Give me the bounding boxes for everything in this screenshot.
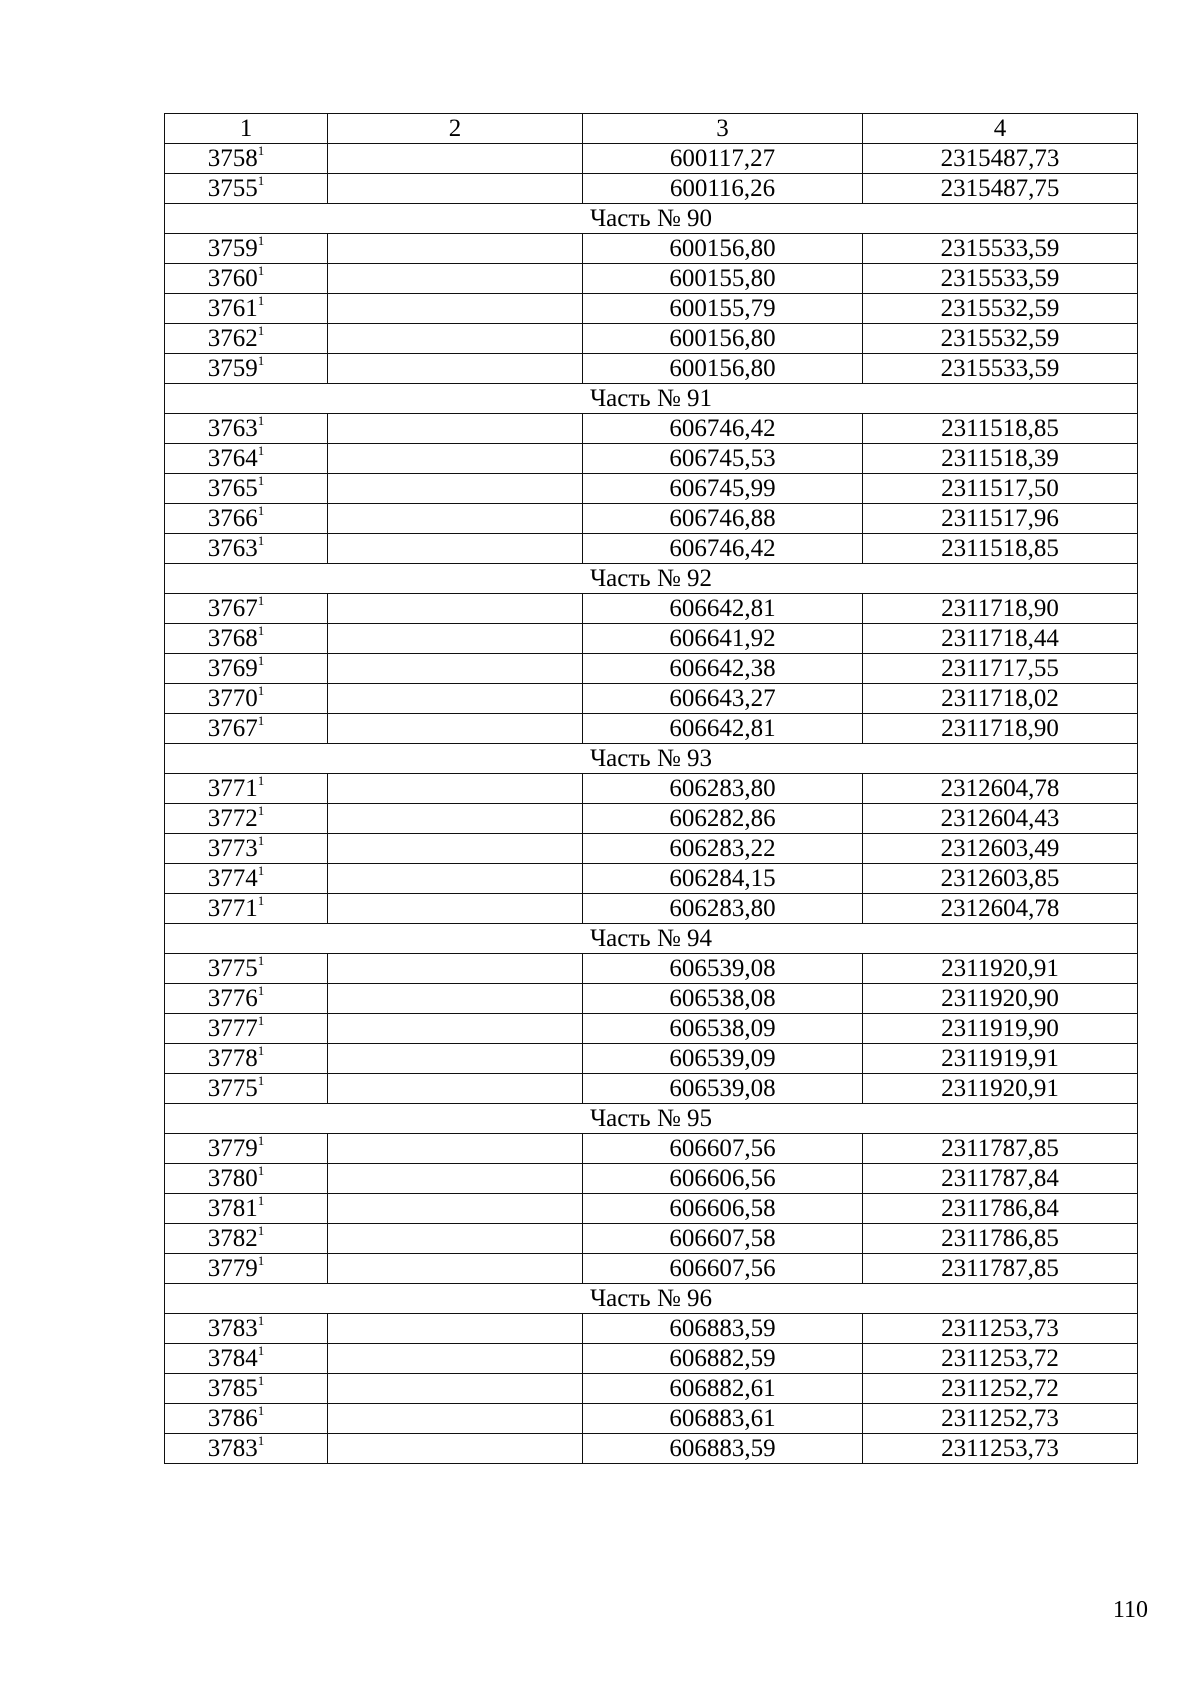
x-coordinate-cell: 600117,27 bbox=[583, 144, 863, 174]
point-superscript: 1 bbox=[257, 1373, 265, 1388]
x-coordinate-cell: 606883,59 bbox=[583, 1434, 863, 1464]
description-cell bbox=[328, 1164, 583, 1194]
description-cell bbox=[328, 264, 583, 294]
point-number: 3785 bbox=[207, 1375, 258, 1402]
point-number-cell bbox=[165, 864, 328, 894]
table-row bbox=[165, 414, 1138, 444]
point-number-cell bbox=[165, 834, 328, 864]
point-number-cell bbox=[165, 1254, 328, 1284]
description-cell bbox=[328, 354, 583, 384]
y-coordinate-cell: 2311252,72 bbox=[863, 1374, 1138, 1404]
point-superscript: 1 bbox=[257, 983, 265, 998]
page-number: 110 bbox=[1112, 1597, 1148, 1623]
point-superscript: 1 bbox=[257, 623, 265, 638]
description-cell bbox=[328, 1134, 583, 1164]
point-superscript: 1 bbox=[257, 1403, 265, 1418]
table-row bbox=[165, 1314, 1138, 1344]
description-cell bbox=[328, 444, 583, 474]
table-row bbox=[165, 624, 1138, 654]
table-row bbox=[165, 714, 1138, 744]
y-coordinate-cell: 2312604,43 bbox=[863, 804, 1138, 834]
description-cell bbox=[328, 1434, 583, 1464]
point-number-cell bbox=[165, 1134, 328, 1164]
point-number-cell bbox=[165, 1044, 328, 1074]
y-coordinate-cell: 2311718,44 bbox=[863, 624, 1138, 654]
point-superscript: 1 bbox=[257, 413, 265, 428]
point-number: 3766 bbox=[207, 505, 258, 532]
point-number: 3759 bbox=[207, 355, 258, 382]
description-cell bbox=[328, 1314, 583, 1344]
x-coordinate-cell: 606643,27 bbox=[583, 684, 863, 714]
table-row bbox=[165, 354, 1138, 384]
table-row bbox=[165, 594, 1138, 624]
point-superscript: 1 bbox=[257, 713, 265, 728]
x-coordinate-cell: 606607,58 bbox=[583, 1224, 863, 1254]
y-coordinate-cell: 2311718,02 bbox=[863, 684, 1138, 714]
y-coordinate-cell: 2311786,85 bbox=[863, 1224, 1138, 1254]
x-coordinate-cell: 600155,80 bbox=[583, 264, 863, 294]
y-coordinate-cell: 2311919,90 bbox=[863, 1014, 1138, 1044]
y-coordinate-cell: 2315533,59 bbox=[863, 234, 1138, 264]
x-coordinate-cell: 600155,79 bbox=[583, 294, 863, 324]
point-number: 3763 bbox=[207, 415, 258, 442]
point-number: 3763 bbox=[207, 535, 258, 562]
y-coordinate-cell: 2311786,84 bbox=[863, 1194, 1138, 1224]
point-number-cell bbox=[165, 264, 328, 294]
y-coordinate-cell: 2311920,91 bbox=[863, 954, 1138, 984]
description-cell bbox=[328, 1224, 583, 1254]
header-cell-1: 1 bbox=[165, 114, 328, 144]
point-number: 3774 bbox=[207, 865, 258, 892]
point-number-cell bbox=[165, 294, 328, 324]
point-number: 3758 bbox=[207, 145, 258, 172]
table-row bbox=[165, 1344, 1138, 1374]
y-coordinate-cell: 2311518,85 bbox=[863, 534, 1138, 564]
point-number-cell bbox=[165, 324, 328, 354]
table-row bbox=[165, 1074, 1138, 1104]
point-superscript: 1 bbox=[257, 1133, 265, 1148]
y-coordinate-cell: 2311253,73 bbox=[863, 1314, 1138, 1344]
description-cell bbox=[328, 1194, 583, 1224]
description-cell bbox=[328, 294, 583, 324]
coordinates-table bbox=[164, 113, 1138, 1464]
description-cell bbox=[328, 714, 583, 744]
section-row bbox=[165, 204, 1138, 234]
point-number: 3761 bbox=[207, 295, 258, 322]
description-cell bbox=[328, 594, 583, 624]
point-superscript: 1 bbox=[257, 323, 265, 338]
x-coordinate-cell: 606284,15 bbox=[583, 864, 863, 894]
point-number-cell bbox=[165, 354, 328, 384]
table-row bbox=[165, 684, 1138, 714]
y-coordinate-cell: 2311517,50 bbox=[863, 474, 1138, 504]
description-cell bbox=[328, 774, 583, 804]
y-coordinate-cell: 2311253,72 bbox=[863, 1344, 1138, 1374]
table-row bbox=[165, 1194, 1138, 1224]
table-row bbox=[165, 774, 1138, 804]
x-coordinate-cell: 606539,08 bbox=[583, 954, 863, 984]
y-coordinate-cell: 2311518,85 bbox=[863, 414, 1138, 444]
y-coordinate-cell: 2312603,49 bbox=[863, 834, 1138, 864]
point-number-cell bbox=[165, 714, 328, 744]
point-superscript: 1 bbox=[257, 503, 265, 518]
table-row bbox=[165, 984, 1138, 1014]
y-coordinate-cell: 2311252,73 bbox=[863, 1404, 1138, 1434]
y-coordinate-cell: 2311717,55 bbox=[863, 654, 1138, 684]
section-row bbox=[165, 1104, 1138, 1134]
point-number: 3762 bbox=[207, 325, 258, 352]
x-coordinate-cell: 606746,42 bbox=[583, 534, 863, 564]
y-coordinate-cell: 2315487,73 bbox=[863, 144, 1138, 174]
description-cell bbox=[328, 534, 583, 564]
description-cell bbox=[328, 684, 583, 714]
x-coordinate-cell: 606283,22 bbox=[583, 834, 863, 864]
point-number-cell bbox=[165, 804, 328, 834]
point-number: 3773 bbox=[207, 835, 258, 862]
description-cell bbox=[328, 1254, 583, 1284]
point-number: 3781 bbox=[207, 1195, 258, 1222]
x-coordinate-cell: 606745,99 bbox=[583, 474, 863, 504]
point-number: 3786 bbox=[207, 1405, 258, 1432]
point-number: 3783 bbox=[207, 1435, 258, 1462]
y-coordinate-cell: 2315532,59 bbox=[863, 294, 1138, 324]
x-coordinate-cell: 606539,08 bbox=[583, 1074, 863, 1104]
point-number: 3778 bbox=[207, 1045, 258, 1072]
section-title: Часть № 93 bbox=[165, 744, 1138, 774]
table-row bbox=[165, 1434, 1138, 1464]
point-superscript: 1 bbox=[257, 683, 265, 698]
y-coordinate-cell: 2311920,90 bbox=[863, 984, 1138, 1014]
point-number: 3779 bbox=[207, 1135, 258, 1162]
point-number: 3783 bbox=[207, 1315, 258, 1342]
x-coordinate-cell: 606606,58 bbox=[583, 1194, 863, 1224]
table-row bbox=[165, 834, 1138, 864]
y-coordinate-cell: 2311787,85 bbox=[863, 1254, 1138, 1284]
x-coordinate-cell: 600156,80 bbox=[583, 354, 863, 384]
table-row bbox=[165, 1224, 1138, 1254]
point-number-cell bbox=[165, 1344, 328, 1374]
table-row bbox=[165, 324, 1138, 354]
point-number: 3759 bbox=[207, 235, 258, 262]
table-row bbox=[165, 1254, 1138, 1284]
point-number-cell bbox=[165, 1014, 328, 1044]
x-coordinate-cell: 606642,81 bbox=[583, 714, 863, 744]
x-coordinate-cell: 606539,09 bbox=[583, 1044, 863, 1074]
point-number: 3775 bbox=[207, 1075, 258, 1102]
y-coordinate-cell: 2311718,90 bbox=[863, 594, 1138, 624]
y-coordinate-cell: 2311517,96 bbox=[863, 504, 1138, 534]
point-superscript: 1 bbox=[257, 1433, 265, 1448]
description-cell bbox=[328, 894, 583, 924]
header-cell-3: 3 bbox=[583, 114, 863, 144]
table-row bbox=[165, 534, 1138, 564]
table-row bbox=[165, 1164, 1138, 1194]
table-row bbox=[165, 174, 1138, 204]
table-row bbox=[165, 864, 1138, 894]
point-number-cell bbox=[165, 1434, 328, 1464]
y-coordinate-cell: 2311518,39 bbox=[863, 444, 1138, 474]
x-coordinate-cell: 606882,61 bbox=[583, 1374, 863, 1404]
point-number-cell bbox=[165, 594, 328, 624]
description-cell bbox=[328, 954, 583, 984]
point-number-cell bbox=[165, 414, 328, 444]
x-coordinate-cell: 606883,61 bbox=[583, 1404, 863, 1434]
point-superscript: 1 bbox=[257, 443, 265, 458]
table-row bbox=[165, 294, 1138, 324]
table-row bbox=[165, 894, 1138, 924]
point-superscript: 1 bbox=[257, 263, 265, 278]
description-cell bbox=[328, 414, 583, 444]
y-coordinate-cell: 2315533,59 bbox=[863, 264, 1138, 294]
header-cell-4: 4 bbox=[863, 114, 1138, 144]
x-coordinate-cell: 606283,80 bbox=[583, 774, 863, 804]
table-row bbox=[165, 504, 1138, 534]
y-coordinate-cell: 2312603,85 bbox=[863, 864, 1138, 894]
x-coordinate-cell: 606882,59 bbox=[583, 1344, 863, 1374]
point-number: 3782 bbox=[207, 1225, 258, 1252]
description-cell bbox=[328, 624, 583, 654]
y-coordinate-cell: 2311787,85 bbox=[863, 1134, 1138, 1164]
point-number: 3784 bbox=[207, 1345, 258, 1372]
description-cell bbox=[328, 654, 583, 684]
point-number-cell bbox=[165, 444, 328, 474]
x-coordinate-cell: 606282,86 bbox=[583, 804, 863, 834]
point-number-cell bbox=[165, 504, 328, 534]
table-row bbox=[165, 234, 1138, 264]
x-coordinate-cell: 606538,08 bbox=[583, 984, 863, 1014]
section-title: Часть № 92 bbox=[165, 564, 1138, 594]
point-number: 3771 bbox=[207, 775, 258, 802]
point-number-cell bbox=[165, 774, 328, 804]
x-coordinate-cell: 606607,56 bbox=[583, 1134, 863, 1164]
point-superscript: 1 bbox=[257, 953, 265, 968]
x-coordinate-cell: 606607,56 bbox=[583, 1254, 863, 1284]
x-coordinate-cell: 606745,53 bbox=[583, 444, 863, 474]
point-number-cell bbox=[165, 654, 328, 684]
point-number-cell bbox=[165, 1374, 328, 1404]
point-number-cell bbox=[165, 174, 328, 204]
x-coordinate-cell: 606883,59 bbox=[583, 1314, 863, 1344]
description-cell bbox=[328, 1074, 583, 1104]
description-cell bbox=[328, 1374, 583, 1404]
table-row bbox=[165, 804, 1138, 834]
point-number: 3779 bbox=[207, 1255, 258, 1282]
section-title: Часть № 91 bbox=[165, 384, 1138, 414]
point-superscript: 1 bbox=[257, 1073, 265, 1088]
point-number: 3775 bbox=[207, 955, 258, 982]
point-number-cell bbox=[165, 894, 328, 924]
section-title: Часть № 90 bbox=[165, 204, 1138, 234]
section-row bbox=[165, 1284, 1138, 1314]
description-cell bbox=[328, 804, 583, 834]
point-number-cell bbox=[165, 984, 328, 1014]
point-number: 3776 bbox=[207, 985, 258, 1012]
point-number-cell bbox=[165, 954, 328, 984]
point-superscript: 1 bbox=[257, 533, 265, 548]
y-coordinate-cell: 2315532,59 bbox=[863, 324, 1138, 354]
x-coordinate-cell: 606641,92 bbox=[583, 624, 863, 654]
description-cell bbox=[328, 234, 583, 264]
section-title: Часть № 95 bbox=[165, 1104, 1138, 1134]
y-coordinate-cell: 2311919,91 bbox=[863, 1044, 1138, 1074]
description-cell bbox=[328, 504, 583, 534]
table-row bbox=[165, 1044, 1138, 1074]
section-row bbox=[165, 564, 1138, 594]
point-number: 3765 bbox=[207, 475, 258, 502]
x-coordinate-cell: 606283,80 bbox=[583, 894, 863, 924]
y-coordinate-cell: 2311718,90 bbox=[863, 714, 1138, 744]
table-row bbox=[165, 444, 1138, 474]
table-body bbox=[165, 114, 1138, 1464]
header-row bbox=[165, 114, 1138, 144]
point-superscript: 1 bbox=[257, 233, 265, 248]
description-cell bbox=[328, 864, 583, 894]
x-coordinate-cell: 606642,81 bbox=[583, 594, 863, 624]
point-superscript: 1 bbox=[257, 293, 265, 308]
point-number-cell bbox=[165, 1224, 328, 1254]
x-coordinate-cell: 600156,80 bbox=[583, 324, 863, 354]
section-title: Часть № 94 bbox=[165, 924, 1138, 954]
section-row bbox=[165, 924, 1138, 954]
point-number-cell bbox=[165, 684, 328, 714]
description-cell bbox=[328, 1404, 583, 1434]
y-coordinate-cell: 2315487,75 bbox=[863, 174, 1138, 204]
point-superscript: 1 bbox=[257, 863, 265, 878]
point-superscript: 1 bbox=[257, 593, 265, 608]
point-superscript: 1 bbox=[257, 1043, 265, 1058]
point-superscript: 1 bbox=[257, 1163, 265, 1178]
table-row bbox=[165, 954, 1138, 984]
point-number-cell bbox=[165, 624, 328, 654]
point-number-cell bbox=[165, 234, 328, 264]
point-number: 3767 bbox=[207, 715, 258, 742]
table-row bbox=[165, 1374, 1138, 1404]
point-superscript: 1 bbox=[257, 893, 265, 908]
y-coordinate-cell: 2311787,84 bbox=[863, 1164, 1138, 1194]
description-cell bbox=[328, 1344, 583, 1374]
table-row bbox=[165, 654, 1138, 684]
y-coordinate-cell: 2311253,73 bbox=[863, 1434, 1138, 1464]
table-row bbox=[165, 1134, 1138, 1164]
x-coordinate-cell: 606746,88 bbox=[583, 504, 863, 534]
y-coordinate-cell: 2312604,78 bbox=[863, 774, 1138, 804]
point-number-cell bbox=[165, 144, 328, 174]
point-superscript: 1 bbox=[257, 1013, 265, 1028]
header-cell-2: 2 bbox=[328, 114, 583, 144]
point-superscript: 1 bbox=[257, 143, 265, 158]
point-number: 3760 bbox=[207, 265, 258, 292]
x-coordinate-cell: 600156,80 bbox=[583, 234, 863, 264]
point-number: 3777 bbox=[207, 1015, 258, 1042]
x-coordinate-cell: 606642,38 bbox=[583, 654, 863, 684]
table-row bbox=[165, 474, 1138, 504]
description-cell bbox=[328, 984, 583, 1014]
point-number: 3764 bbox=[207, 445, 258, 472]
point-superscript: 1 bbox=[257, 1343, 265, 1358]
x-coordinate-cell: 606746,42 bbox=[583, 414, 863, 444]
point-superscript: 1 bbox=[257, 173, 265, 188]
y-coordinate-cell: 2311920,91 bbox=[863, 1074, 1138, 1104]
x-coordinate-cell: 600116,26 bbox=[583, 174, 863, 204]
point-number: 3771 bbox=[207, 895, 258, 922]
table-row bbox=[165, 264, 1138, 294]
point-superscript: 1 bbox=[257, 353, 265, 368]
point-number-cell bbox=[165, 534, 328, 564]
point-number-cell bbox=[165, 1314, 328, 1344]
description-cell bbox=[328, 474, 583, 504]
point-number-cell bbox=[165, 1404, 328, 1434]
point-number: 3755 bbox=[207, 175, 258, 202]
description-cell bbox=[328, 834, 583, 864]
point-number: 3769 bbox=[207, 655, 258, 682]
point-superscript: 1 bbox=[257, 1193, 265, 1208]
description-cell bbox=[328, 324, 583, 354]
point-superscript: 1 bbox=[257, 473, 265, 488]
point-number: 3772 bbox=[207, 805, 258, 832]
section-row bbox=[165, 384, 1138, 414]
point-superscript: 1 bbox=[257, 833, 265, 848]
point-number: 3780 bbox=[207, 1165, 258, 1192]
description-cell bbox=[328, 1014, 583, 1044]
x-coordinate-cell: 606606,56 bbox=[583, 1164, 863, 1194]
point-superscript: 1 bbox=[257, 803, 265, 818]
description-cell bbox=[328, 174, 583, 204]
point-number-cell bbox=[165, 1164, 328, 1194]
point-number-cell bbox=[165, 1074, 328, 1104]
point-number: 3768 bbox=[207, 625, 258, 652]
point-number: 3770 bbox=[207, 685, 258, 712]
y-coordinate-cell: 2312604,78 bbox=[863, 894, 1138, 924]
point-superscript: 1 bbox=[257, 653, 265, 668]
point-superscript: 1 bbox=[257, 1253, 265, 1268]
table-row bbox=[165, 144, 1138, 174]
point-number: 3767 bbox=[207, 595, 258, 622]
point-superscript: 1 bbox=[257, 1313, 265, 1328]
table-row bbox=[165, 1404, 1138, 1434]
point-number-cell bbox=[165, 474, 328, 504]
section-row bbox=[165, 744, 1138, 774]
section-title: Часть № 96 bbox=[165, 1284, 1138, 1314]
x-coordinate-cell: 606538,09 bbox=[583, 1014, 863, 1044]
point-superscript: 1 bbox=[257, 1223, 265, 1238]
point-number-cell bbox=[165, 1194, 328, 1224]
table-row bbox=[165, 1014, 1138, 1044]
description-cell bbox=[328, 1044, 583, 1074]
point-superscript: 1 bbox=[257, 773, 265, 788]
description-cell bbox=[328, 144, 583, 174]
y-coordinate-cell: 2315533,59 bbox=[863, 354, 1138, 384]
